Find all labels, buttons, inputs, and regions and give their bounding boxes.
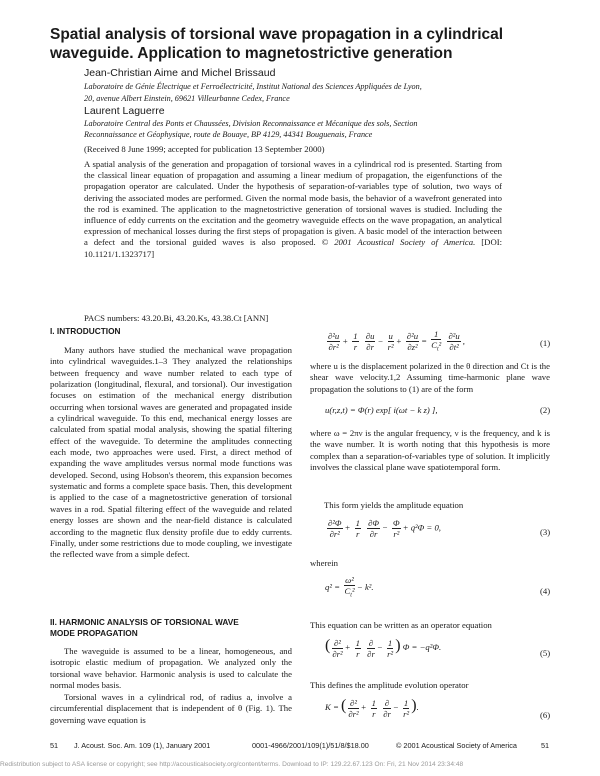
right-paragraph-5: This equation can be written as an operator equation bbox=[310, 620, 492, 630]
affiliation-1-line-1: Laboratoire de Génie Électrique et Ferroélectricité, Institut National des Sciences Appliquées de Lyon, bbox=[84, 82, 422, 91]
right-paragraph-2: where ω = 2πν is the angular frequency, ν is the frequency, and k is the wave number. It is worth noting that this hypothesis is more complex than a separation-of-variables type of solution. It implicitly involves the classical plane wave spatiotemporal form. bbox=[310, 428, 550, 473]
authors-first: Jean-Christian Aime and Michel Brissaud bbox=[84, 67, 276, 79]
affiliation-1-line-2: 20, avenue Albert Einstein, 69621 Villeurbanne Cedex, France bbox=[84, 94, 290, 103]
equation-3-number: (3) bbox=[540, 527, 551, 537]
right-paragraph-6: This defines the amplitude evolution operator bbox=[310, 680, 469, 690]
affiliation-2-line-2: Reconnaissance et Géophysique, route de Bouaye, BP 4129, 44341 Bouguenais, France bbox=[84, 130, 373, 139]
equation-4: q² = $\frac{\text{ω²}}{C_t^2}$ − k². bbox=[325, 575, 374, 599]
footer-journal: J. Acoust. Soc. Am. 109 (1), January 2001 bbox=[74, 741, 211, 750]
section-2-heading-line-2: MODE PROPAGATION bbox=[50, 628, 138, 638]
section-2-paragraph-1: The waveguide is assumed to be a linear, homogeneous, and isotropic elastic medium of propagation. We analyzed only the torsional wave behavior. Harmonic analysis is used to calculate the normal modes basis. bbox=[50, 646, 292, 691]
equation-5: ( $\frac{\text{∂²}}{\text{∂r²}}$ + $\frac{1}{r}$ $\frac{\partial}{\partial r}$ − $\frac{1}{\text{r²}}$ ) Φ = −q²Φ. bbox=[325, 637, 442, 659]
equation-2-number: (2) bbox=[540, 405, 551, 415]
abstract-text: A spatial analysis of the generation and propagation of torsional waves in a cylindrical rod is presented. Starting from the classical linear equation of propagation and assuming a linear medium of propagation, the eigenfunctions of the propagation operator are calculated. Under the hypothesis of separation-of-variables type of solution, two ways of deriving the associated modes are performed. Given the normal mode basis, the behavior of a wavefront generated into the rod is examined. The application to the magnetostrictive generation of torsional waves is studied. Including the influence of eddy currents on the excitation and the geometry waveguide effects on the wave propagation, an analytical expression of mechanical losses during the first steps of propagation is given. A basic model of the interaction between a defect and the torsional guided waves is also proposed. bbox=[84, 159, 502, 248]
section-2-paragraph-2: Torsional waves in a cylindrical rod, of radius a, involve a circumferential displacement that is independent of θ (Fig. 1). The governing wave equation is bbox=[50, 692, 292, 725]
paper-title: Spatial analysis of torsional wave propagation in a cylindrical waveguide. Application to magnetostrictive generation bbox=[50, 26, 504, 62]
introduction-text: Many authors have studied the mechanical wave propagation into cylindrical waveguides.1–3 They analyzed the relationships between frequency and wave number related to each type of polarization (longitudinal, flexural, and torsional). Our investigation focuses on estimation of the mechanical energy distribution occurring when torsional waves are generated and propagated inside a cylindrical waveguide. To this end, mechanical energy losses are calculated from spatial modal analysis, showing the spatial filtering effect of the waveguide. To determine the amplitudes connecting each mode, two approaches were used. First, a direct method of expanding the wave amplitudes versus normal mode functions was developed. Second, using Hobson's theorem, this expansion becomes systematic and forms a complete space basis. Then, this development is applied to the case of a magnetostrictive generation of torsional waves in a rod. Spatial filtering effect of the waveguide and related energy losses are shown and the near-field distance is calculated according to the magnetic flux density profile due to eddy currents. Finally, under some restrictions due to mode coupling, we investigate the reflected wave from a simple defect. bbox=[50, 345, 292, 560]
equation-1: $\frac{\text{∂²u}}{\text{∂r²}}$ + $\frac{1}{r}$ $\frac{\partial u}{\partial r}$ − $\frac{u}{\text{r²}}$ + $\frac{\text{∂²u}}{\text{∂z²}}$ = $\frac{1}{C_t^2}$ $\frac{\text{∂²u}}{\text{∂t²}}$ , bbox=[328, 329, 465, 353]
abstract bbox=[84, 159, 502, 260]
equation-3: $\frac{\text{∂²Φ}}{\text{∂r²}}$ + $\frac{1}{r}$ $\frac{\partial\Phi}{\partial r}$ − $\frac{\Phi}{\text{r²}}$ + q²Φ = 0, bbox=[328, 518, 441, 539]
redistribution-notice: Redistribution subject to ASA license or copyright; see http://acousticalsociety.org/content/terms. Download to IP: 129.22.67.123 On: Fri, 21 Nov 2014 23:34:48 bbox=[0, 761, 464, 768]
footer-code: 0001-4966/2001/109(1)/51/8/$18.00 bbox=[252, 741, 369, 750]
footer-page-left: 51 bbox=[50, 741, 59, 750]
right-paragraph-1: where u is the displacement polarized in the θ direction and Ct is the shear wave velocity.1,2 Assuming time-harmonic plane wave propagation the solutions to (1) are of the form bbox=[310, 361, 550, 394]
affiliation-2-line-1: Laboratoire Central des Ponts et Chaussées, Division Reconnaissance et Mécanique des sols, Section bbox=[84, 119, 418, 128]
right-paragraph-4: wherein bbox=[310, 558, 338, 568]
authors-second: Laurent Laguerre bbox=[84, 105, 165, 117]
footer-page-right: 51 bbox=[541, 741, 550, 750]
abstract-doi: [DOI: 10.1121/1.1323717] bbox=[84, 237, 503, 259]
pacs-numbers: PACS numbers: 43.20.Bi, 43.20.Ks, 43.38.Ct [ANN] bbox=[84, 313, 269, 323]
right-paragraph-3: This form yields the amplitude equation bbox=[324, 500, 464, 510]
received-dates: (Received 8 June 1999; accepted for publication 13 September 2000) bbox=[84, 144, 325, 154]
section-1-heading: I. INTRODUCTION bbox=[50, 326, 121, 336]
equation-1-number: (1) bbox=[540, 338, 551, 348]
abstract-copyright: © 2001 Acoustical Society of America. bbox=[321, 237, 476, 248]
equation-5-number: (5) bbox=[540, 648, 551, 658]
equation-2: u(r,z,t) = Φ(r) exp[ i(ωt − k z) ], bbox=[325, 405, 438, 415]
equation-4-number: (4) bbox=[540, 586, 551, 596]
equation-6: K = ( $\frac{\text{∂²}}{\text{∂r²}}$ + $\frac{1}{r}$ $\frac{\partial}{\partial r}$ − $\frac{1}{\text{r²}}$ ). bbox=[325, 697, 419, 719]
equation-6-number: (6) bbox=[540, 710, 551, 720]
section-2-heading-line-1: II. HARMONIC ANALYSIS OF TORSIONAL WAVE bbox=[50, 617, 239, 627]
footer-copyright: © 2001 Acoustical Society of America bbox=[396, 741, 517, 750]
